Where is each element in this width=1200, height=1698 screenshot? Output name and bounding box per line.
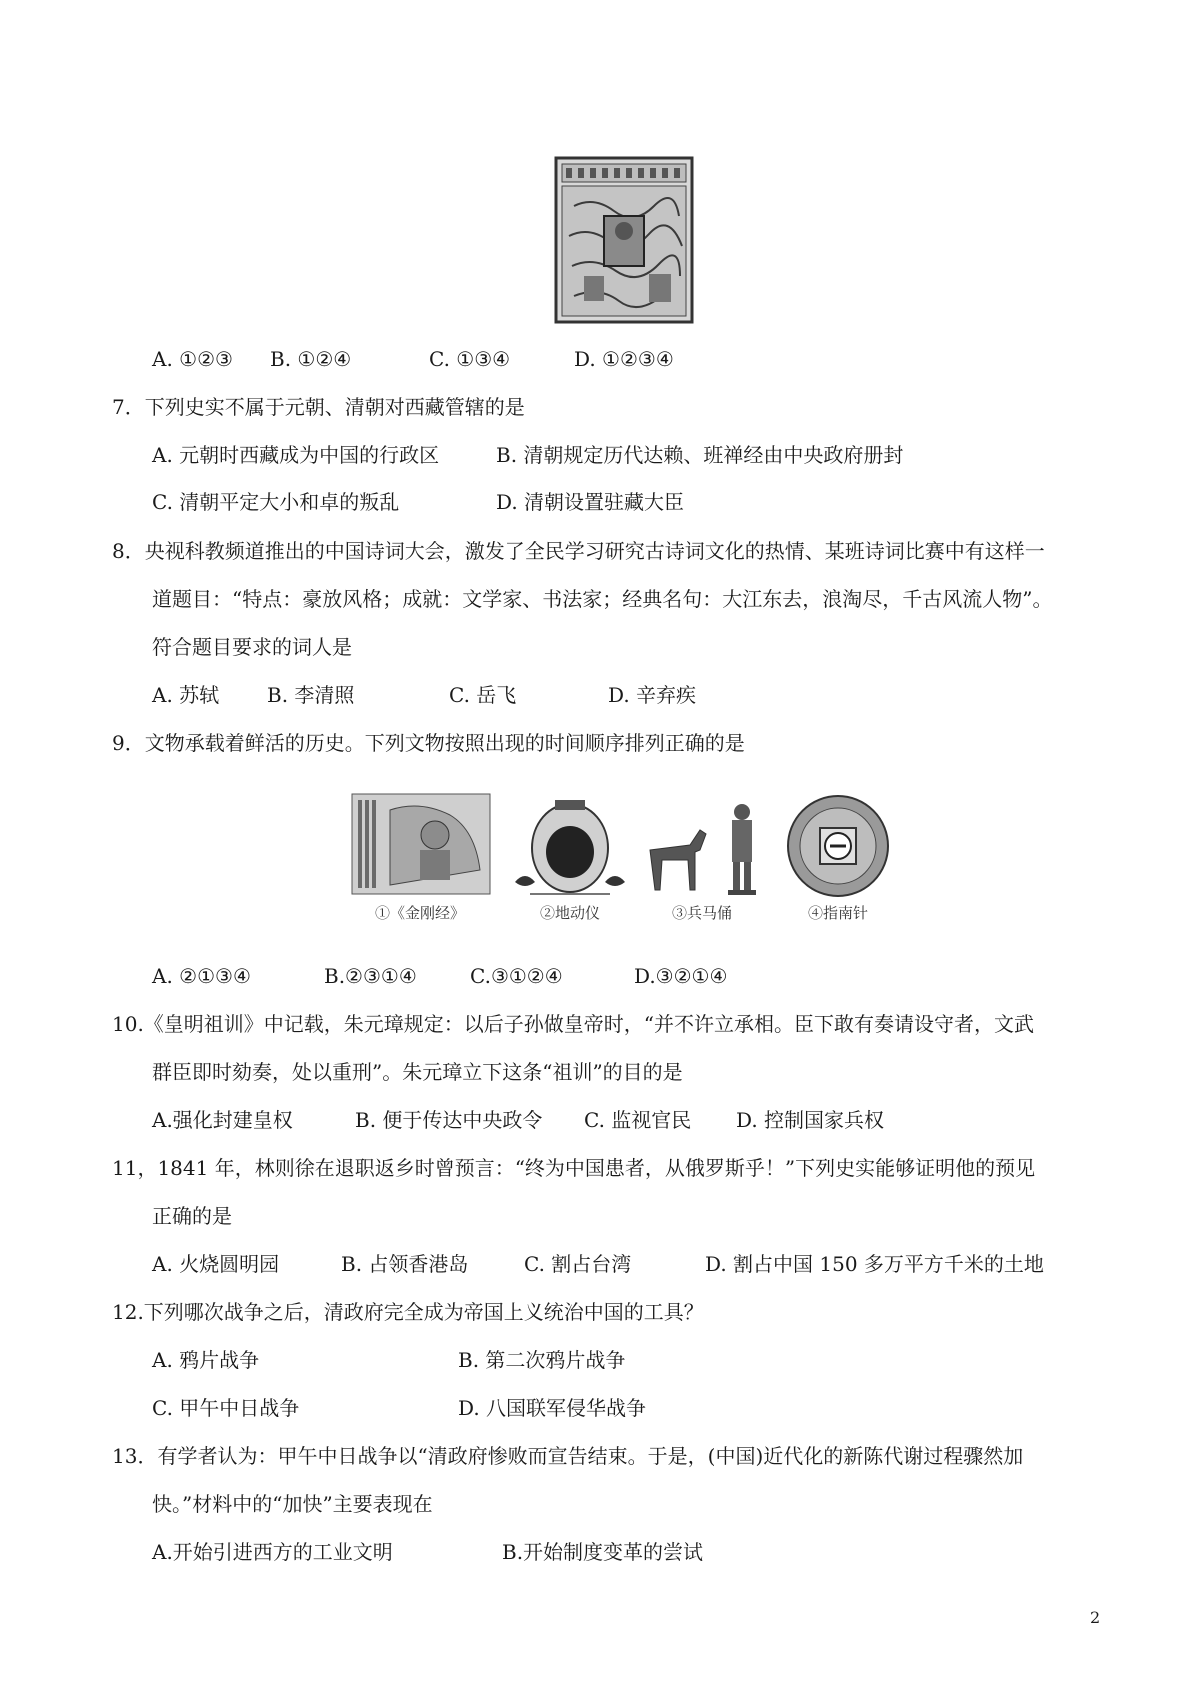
q8-options bbox=[152, 681, 1052, 709]
q10-stem-line1: 10.《皇明祖训》中记载，朱元璋规定：以后子孙做皇帝时，“并不许立承相。臣下敢有奏请设守者，文武 bbox=[112, 1012, 1035, 1036]
q13-option-a: A.开始引进西方的工业文明 bbox=[152, 1540, 393, 1564]
q13-option-b: B.开始制度变革的尝试 bbox=[502, 1540, 704, 1564]
q9-caption-2: ②地动仪 bbox=[539, 904, 601, 922]
q8-stem-line3: 符合题目要求的词人是 bbox=[152, 635, 352, 659]
q12-option-a: A. 鸦片战争 bbox=[152, 1348, 260, 1372]
q10-stem-line2: 群臣即时劾奏，处以重刑”。朱元璋立下这条“祖训”的目的是 bbox=[152, 1060, 683, 1084]
q12-option-c: C. 甲午中日战争 bbox=[152, 1396, 300, 1420]
q6-option-a: A. ①②③ bbox=[152, 347, 233, 371]
q6-option-c: C. ①③④ bbox=[429, 347, 511, 371]
page-number: 2 bbox=[1090, 1608, 1101, 1627]
q6-option-d: D. ①②③④ bbox=[574, 347, 674, 371]
q7-stem: 7．下列史实不属于元朝、清朝对西藏管辖的是 bbox=[112, 395, 525, 419]
q12-stem: 12.下列哪次战争之后，清政府完全成为帝国上义统治中国的工具？ bbox=[112, 1300, 704, 1324]
q9-option-b: B.②③①④ bbox=[324, 964, 417, 988]
q9-option-c: C.③①②④ bbox=[470, 964, 563, 988]
q13-stem-line2: 快。”材料中的“加快”主要表现在 bbox=[152, 1492, 433, 1516]
q11-options bbox=[152, 1250, 1112, 1278]
terracotta-warriors-image bbox=[650, 804, 756, 895]
q10-option-c: C. 监视官民 bbox=[584, 1108, 692, 1132]
q8-stem-line2: 道题目：“特点：豪放风格；成就：文学家、书法家；经典名句：大江东去，浪淘尽，千古风流人物”。 bbox=[152, 587, 1053, 611]
q12-option-b: B. 第二次鸦片战争 bbox=[458, 1348, 626, 1372]
q7-option-b: B. 清朝规定历代达赖、班禅经由中央政府册封 bbox=[496, 443, 904, 467]
compass-image bbox=[788, 796, 888, 896]
q11-option-d: D. 割占中国 150 多万平方千米的土地 bbox=[705, 1252, 1044, 1276]
q9-options bbox=[152, 962, 1052, 990]
q7-options-row1 bbox=[152, 441, 1052, 469]
q8-option-b: B. 李清照 bbox=[267, 683, 355, 707]
q9-option-a: A. ②①③④ bbox=[152, 964, 251, 988]
q12-options-row2 bbox=[152, 1394, 1052, 1422]
diamond-sutra-image bbox=[352, 794, 490, 894]
q9-stem: 9．文物承载着鲜活的历史。下列文物按照出现的时间顺序排列正确的是 bbox=[112, 731, 745, 755]
q12-option-d: D. 八国联军侵华战争 bbox=[458, 1396, 647, 1420]
seismograph-image bbox=[515, 800, 625, 894]
woodblock-print-image bbox=[554, 156, 694, 324]
q11-stem-line2: 正确的是 bbox=[152, 1204, 232, 1228]
q6-option-b: B. ①②④ bbox=[270, 347, 352, 371]
q9-caption-3: ③兵马俑 bbox=[671, 904, 733, 922]
q10-options bbox=[152, 1106, 1052, 1134]
q8-stem-line1: 8．央视科教频道推出的中国诗词大会，激发了全民学习研究古诗词文化的热情、某班诗词比赛中有这样一 bbox=[112, 539, 1045, 563]
q9-caption-4: ④指南针 bbox=[807, 904, 869, 922]
q10-option-d: D. 控制国家兵权 bbox=[736, 1108, 885, 1132]
q7-option-a: A. 元朝时西藏成为中国的行政区 bbox=[152, 443, 440, 467]
q12-options-row1 bbox=[152, 1346, 1052, 1374]
q11-option-a: A. 火烧圆明园 bbox=[152, 1252, 280, 1276]
q11-stem-line1: 11，1841 年，林则徐在退职返乡时曾预言：“终为中国患者，从俄罗斯乎！”下列史实能够证明他的预见 bbox=[112, 1156, 1036, 1180]
q9-option-d: D.③②①④ bbox=[634, 964, 728, 988]
q13-options bbox=[152, 1538, 1052, 1566]
q11-option-c: C. 割占台湾 bbox=[524, 1252, 632, 1276]
q11-option-b: B. 占领香港岛 bbox=[341, 1252, 469, 1276]
q9-artifacts-figure bbox=[350, 790, 896, 930]
q10-option-a: A.强化封建皇权 bbox=[152, 1108, 293, 1132]
q8-option-d: D. 辛弃疾 bbox=[608, 683, 697, 707]
q9-caption-1: ①《金刚经》 bbox=[374, 904, 466, 922]
q7-option-d: D. 清朝设置驻藏大臣 bbox=[496, 490, 685, 514]
q13-stem-line1: 13．有学者认为：甲午中日战争以“清政府惨败而宣告结束。于是，(中国)近代化的新陈代谢过程骤然加 bbox=[112, 1444, 1024, 1468]
q6-options bbox=[152, 345, 1052, 373]
q7-option-c: C. 清朝平定大小和卓的叛乱 bbox=[152, 490, 400, 514]
q8-option-c: C. 岳飞 bbox=[449, 683, 517, 707]
q8-option-a: A. 苏轼 bbox=[152, 683, 220, 707]
q10-option-b: B. 便于传达中央政令 bbox=[355, 1108, 543, 1132]
q7-options-row2 bbox=[152, 488, 1052, 516]
